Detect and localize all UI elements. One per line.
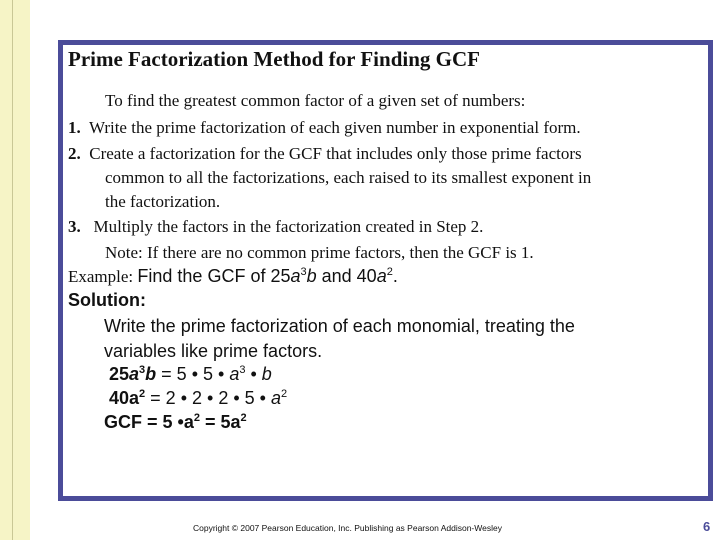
step-text: Write the prime factorization of each given number in exponential form.: [88, 118, 581, 137]
step-3: [68, 217, 483, 237]
step-2-continued: common to all the factorizations, each raised to its smallest exponent in: [105, 168, 592, 187]
step-2-continued: the factorization.: [105, 192, 221, 211]
solution-text: Write the prime factorization of each monomial, treating the: [104, 316, 575, 336]
step-text: Create a factorization for the GCF that includes only those prime factors: [89, 144, 582, 163]
equation-40a2: $40a^2 = 2$ • 2 • 2 • 5 • $a^2$: [109, 388, 288, 408]
note-text: Note: If there are no common prime factors, then the GCF is 1.: [105, 243, 534, 262]
step-number: 1.: [68, 118, 81, 137]
page-number: 6: [703, 519, 711, 534]
step-1: [68, 118, 581, 138]
slide-title: Prime Factorization Method for Finding GCF: [68, 47, 480, 71]
example-label: Example:: [68, 267, 134, 286]
solution-text: variables like prime factors.: [104, 341, 323, 361]
example-line: [68, 266, 398, 287]
side-decoration-bar: [0, 0, 30, 540]
step-number: 2.: [68, 144, 81, 163]
solution-label: Solution:: [68, 290, 146, 310]
copyright-footer: Copyright © 2007 Pearson Education, Inc. Publishing as Pearson Addison-Wesley: [193, 523, 502, 533]
intro-text: To find the greatest common factor of a given set of numbers:: [105, 91, 526, 110]
equation-gcf: GCF = 5 $•a^2 = 5a^2$: [104, 412, 247, 432]
step-number: 3.: [68, 217, 81, 236]
step-2: [68, 144, 582, 164]
example-problem: Find the GCF of $25a^3b$ and $40a^2$.: [137, 266, 398, 286]
step-text: Multiply the factors in the factorization created in Step 2.: [93, 217, 484, 236]
equation-25a3b: $25a^3b = 5$ • 5 • $a^3$ • b: [109, 364, 272, 384]
